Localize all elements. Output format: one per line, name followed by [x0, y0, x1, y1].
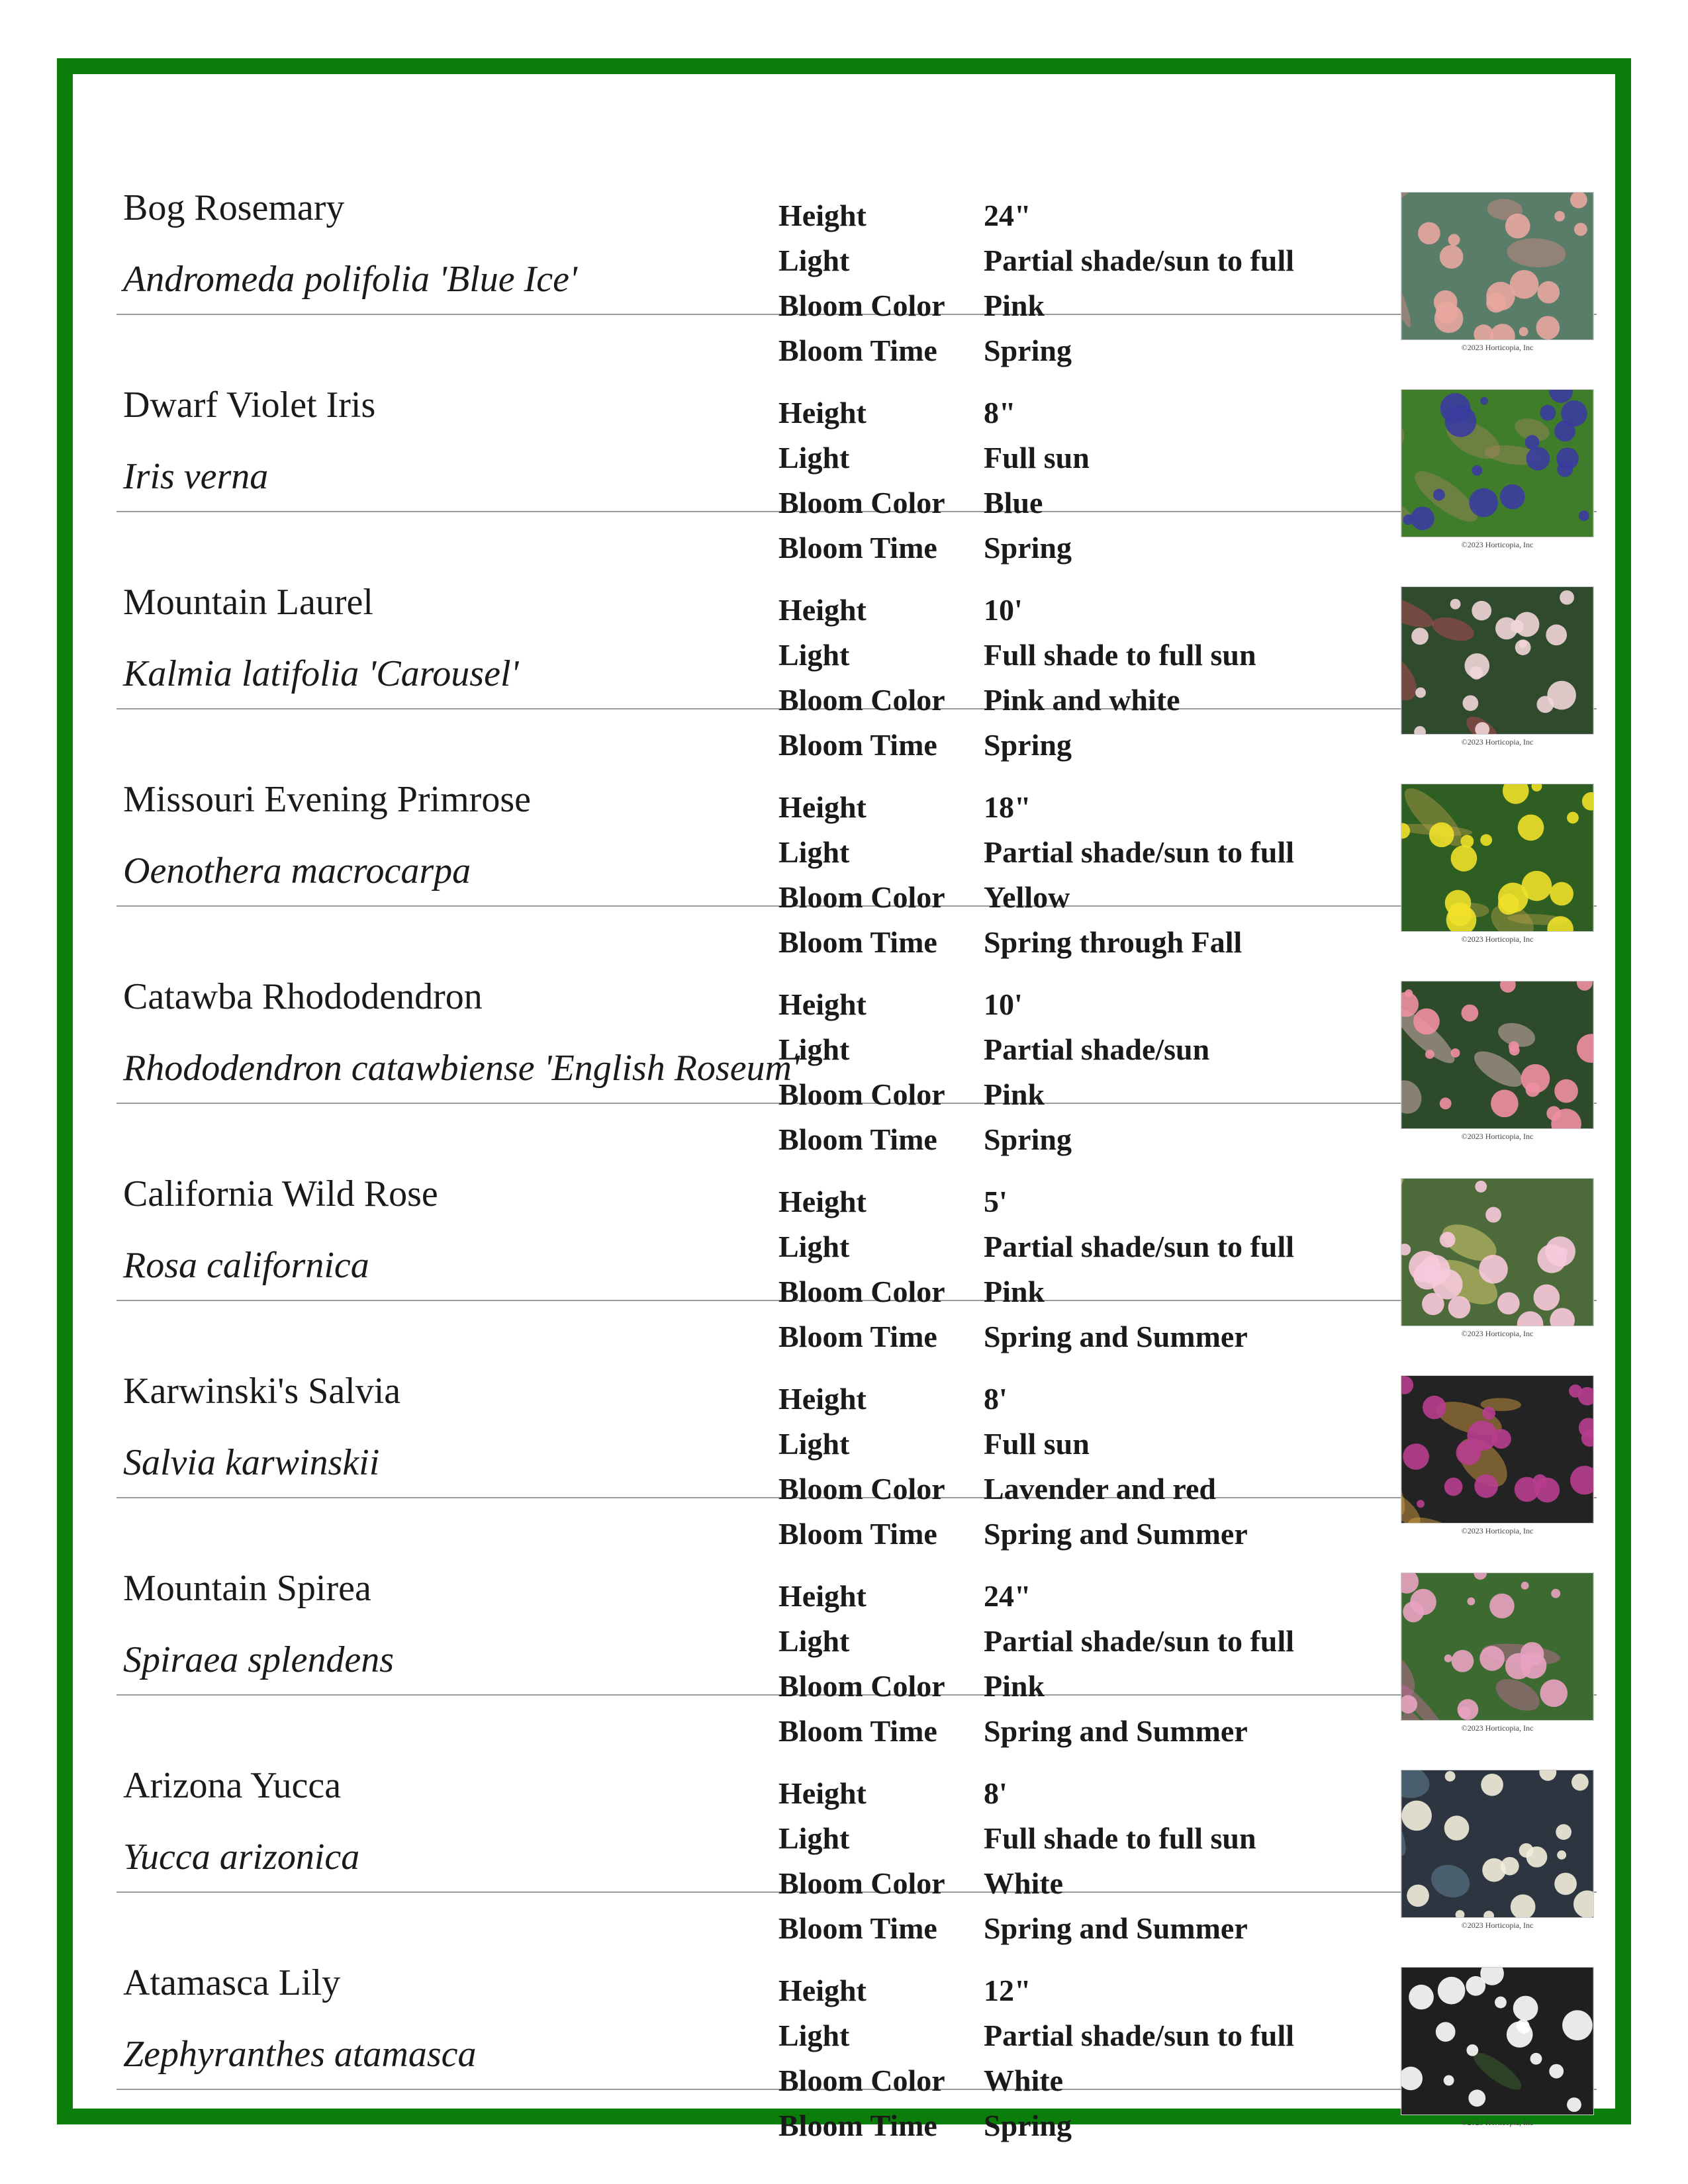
bloom-color-value: Pink [984, 289, 1045, 322]
bloom-time-label: Bloom Time [778, 1122, 937, 1156]
light-label: Light [778, 1427, 850, 1461]
height-value: 24" [984, 199, 1031, 232]
bloom-time-value: Spring [984, 1122, 1072, 1156]
light-label: Light [778, 1624, 850, 1658]
height-label: Height [778, 593, 867, 627]
bloom-time-value: Spring and Summer [984, 1911, 1248, 1945]
bloom-color-label: Bloom Color [778, 1866, 945, 1900]
scientific-name: Rhododendron catawbiense 'English Roseum' [123, 1048, 800, 1089]
common-name: Mountain Laurel [123, 582, 373, 623]
scientific-name: Yucca arizonica [123, 1837, 360, 1878]
photo-credit: ©2023 Horticopia, Inc [1461, 737, 1534, 747]
attribute-height [778, 1771, 1354, 1816]
common-name: Mountain Spirea [123, 1568, 371, 1609]
attribute-height [778, 588, 1354, 633]
bloom-color-value: White [984, 2064, 1064, 2097]
attribute-light [778, 830, 1354, 875]
bloom-color-label: Bloom Color [778, 1472, 945, 1506]
bloom-color-value: White [984, 1866, 1064, 1900]
bloom-time-label: Bloom Time [778, 925, 937, 959]
bloom-time-value: Spring through Fall [984, 925, 1243, 959]
light-label: Light [778, 638, 850, 672]
photo-credit: ©2023 Horticopia, Inc [1461, 934, 1534, 944]
light-label: Light [778, 244, 850, 277]
height-value: 10' [984, 987, 1023, 1021]
common-name: California Wild Rose [123, 1173, 438, 1214]
photo-credit: ©2023 Horticopia, Inc [1461, 1329, 1534, 1338]
scientific-name: Andromeda polifolia 'Blue Ice' [123, 259, 577, 300]
bloom-color-value: Pink [984, 1275, 1045, 1308]
plant-row [117, 1893, 1597, 2142]
bloom-time-label: Bloom Time [778, 728, 937, 762]
plant-row [117, 1104, 1597, 1353]
attribute-height [778, 1968, 1354, 2013]
light-value: Partial shade/sun to full [984, 835, 1295, 869]
attribute-light [778, 2013, 1354, 2058]
bloom-color-value: Blue [984, 486, 1043, 520]
attribute-height [778, 193, 1354, 238]
common-name: Arizona Yucca [123, 1765, 342, 1806]
height-value: 8" [984, 396, 1016, 430]
bloom-time-value: Spring and Summer [984, 1320, 1248, 1353]
common-name: Karwinski's Salvia [123, 1371, 401, 1412]
height-label: Height [778, 396, 867, 430]
photo-credit: ©2023 Horticopia, Inc [1461, 1526, 1534, 1535]
scientific-name: Spiraea splendens [123, 1639, 395, 1680]
bloom-time-label: Bloom Time [778, 334, 937, 367]
scientific-name: Iris verna [123, 456, 269, 497]
bloom-color-label: Bloom Color [778, 1275, 945, 1308]
plant-row [117, 1498, 1597, 1748]
plant-row [117, 315, 1597, 565]
attribute-bloom-color [778, 2058, 1354, 2103]
light-value: Partial shade/sun to full [984, 244, 1295, 277]
plant-attributes [778, 1968, 1354, 2148]
scientific-name: Oenothera macrocarpa [123, 850, 471, 891]
height-value: 12" [984, 1974, 1031, 2007]
photo-credit: ©2023 Horticopia, Inc [1461, 2118, 1534, 2127]
light-value: Partial shade/sun to full [984, 1230, 1295, 1263]
plant-row [117, 907, 1597, 1156]
photo-credit: ©2023 Horticopia, Inc [1461, 1723, 1534, 1733]
bloom-time-value: Spring [984, 531, 1072, 565]
height-value: 24" [984, 1579, 1031, 1613]
attribute-height [778, 1377, 1354, 1422]
height-label: Height [778, 1382, 867, 1416]
bloom-time-value: Spring [984, 2109, 1072, 2142]
height-label: Height [778, 987, 867, 1021]
plant-list [117, 118, 1597, 2142]
attribute-height [778, 390, 1354, 435]
attribute-height [778, 1179, 1354, 1224]
light-value: Full shade to full sun [984, 638, 1256, 672]
common-name: Atamasca Lily [123, 1962, 341, 2003]
light-label: Light [778, 1821, 850, 1855]
plant-row [117, 118, 1597, 367]
height-value: 5' [984, 1185, 1008, 1218]
photo-credit: ©2023 Horticopia, Inc [1461, 540, 1534, 549]
plant-row [117, 512, 1597, 762]
bloom-color-value: Yellow [984, 880, 1070, 914]
page-border [57, 58, 1631, 2142]
height-label: Height [778, 1974, 867, 2007]
bloom-time-label: Bloom Time [778, 1911, 937, 1945]
plant-photo [1401, 1967, 1594, 2115]
common-name: Bog Rosemary [123, 187, 345, 228]
bloom-color-label: Bloom Color [778, 289, 945, 322]
photo-credit: ©2023 Horticopia, Inc [1461, 1921, 1534, 1930]
bloom-color-label: Bloom Color [778, 880, 945, 914]
common-name: Missouri Evening Primrose [123, 779, 531, 820]
bloom-time-value: Spring and Summer [984, 1517, 1248, 1551]
scientific-name: Zephyranthes atamasca [123, 2034, 477, 2075]
bloom-color-label: Bloom Color [778, 1669, 945, 1703]
attribute-height [778, 1574, 1354, 1619]
plant-row [117, 1301, 1597, 1551]
bloom-color-label: Bloom Color [778, 486, 945, 520]
bloom-time-value: Spring [984, 728, 1072, 762]
photo-credit: ©2023 Horticopia, Inc [1461, 343, 1534, 352]
bloom-time-label: Bloom Time [778, 2109, 937, 2142]
common-name: Catawba Rhododendron [123, 976, 483, 1017]
attribute-bloom-time [778, 2103, 1354, 2148]
plant-row [117, 709, 1597, 959]
attribute-light [778, 238, 1354, 283]
light-value: Full shade to full sun [984, 1821, 1256, 1855]
attribute-height [778, 982, 1354, 1027]
attribute-light [778, 633, 1354, 678]
bloom-time-value: Spring [984, 334, 1072, 367]
height-label: Height [778, 1579, 867, 1613]
attribute-light [778, 1619, 1354, 1664]
light-label: Light [778, 1032, 850, 1066]
height-value: 8' [984, 1382, 1008, 1416]
bloom-color-label: Bloom Color [778, 1077, 945, 1111]
height-label: Height [778, 790, 867, 824]
bloom-time-label: Bloom Time [778, 1714, 937, 1748]
light-value: Full sun [984, 441, 1090, 475]
bloom-color-value: Pink [984, 1669, 1045, 1703]
attribute-light [778, 435, 1354, 480]
bloom-time-label: Bloom Time [778, 1320, 937, 1353]
height-value: 8' [984, 1776, 1008, 1810]
light-label: Light [778, 2019, 850, 2052]
height-value: 18" [984, 790, 1031, 824]
height-label: Height [778, 199, 867, 232]
light-value: Partial shade/sun to full [984, 1624, 1295, 1658]
scientific-name: Salvia karwinskii [123, 1442, 380, 1483]
attribute-light [778, 1816, 1354, 1861]
common-name: Dwarf Violet Iris [123, 385, 376, 426]
bloom-time-value: Spring and Summer [984, 1714, 1248, 1748]
light-value: Partial shade/sun [984, 1032, 1210, 1066]
attribute-light [778, 1224, 1354, 1269]
bloom-color-value: Pink [984, 1077, 1045, 1111]
bloom-color-label: Bloom Color [778, 2064, 945, 2097]
height-label: Height [778, 1185, 867, 1218]
attribute-height [778, 785, 1354, 830]
bloom-time-label: Bloom Time [778, 531, 937, 565]
light-value: Full sun [984, 1427, 1090, 1461]
attribute-light [778, 1422, 1354, 1467]
height-label: Height [778, 1776, 867, 1810]
light-label: Light [778, 835, 850, 869]
attribute-light [778, 1027, 1354, 1072]
light-value: Partial shade/sun to full [984, 2019, 1295, 2052]
photo-credit: ©2023 Horticopia, Inc [1461, 1132, 1534, 1141]
light-label: Light [778, 1230, 850, 1263]
bloom-color-value: Lavender and red [984, 1472, 1217, 1506]
bloom-color-label: Bloom Color [778, 683, 945, 717]
bloom-time-label: Bloom Time [778, 1517, 937, 1551]
plant-row [117, 1696, 1597, 1945]
scientific-name: Rosa californica [123, 1245, 369, 1286]
scientific-name: Kalmia latifolia 'Carousel' [123, 653, 519, 694]
height-value: 10' [984, 593, 1023, 627]
light-label: Light [778, 441, 850, 475]
bloom-color-value: Pink and white [984, 683, 1180, 717]
